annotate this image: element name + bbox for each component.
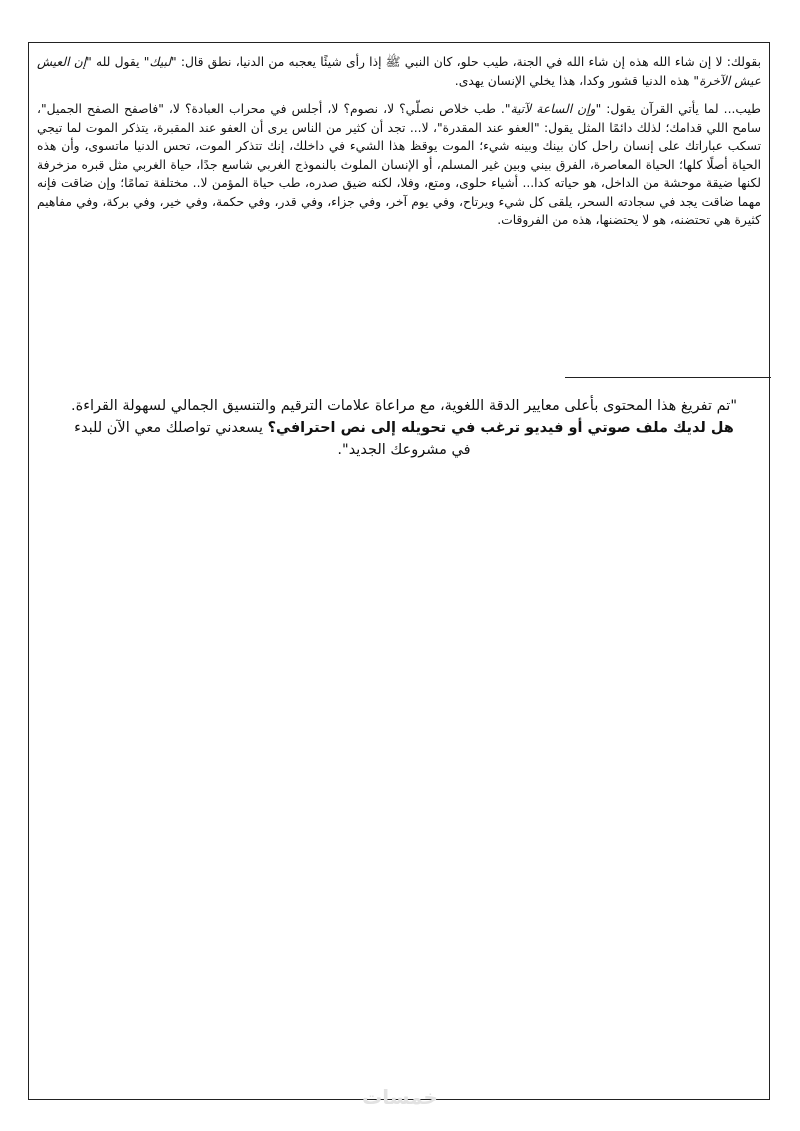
separator-line [565, 377, 771, 378]
text: بقولك: لا إن شاء الله هذه إن شاء الله في الجنة، طيب حلو، كان النبي ﷺ إذا رأى شيئًا يعجبه من الدنيا، نطق قال: " [170, 55, 761, 69]
paragraph-1 [37, 53, 761, 90]
text: " هذه الدنيا قشور وكدا، هذا يخلي الإنسان يهدى. [454, 73, 700, 88]
italic-text: إن العيش عيش الآخرة [37, 55, 761, 88]
transcript-body [37, 53, 761, 230]
watermark-logo: خمسات [362, 1085, 438, 1109]
italic-text: لبيك [149, 55, 171, 69]
text: يسعدني تواصلك معي الآن للبدء في مشروعك الجديد". [74, 420, 471, 458]
document-page [28, 42, 770, 1100]
italic-text: وإن الساعة لآتية [510, 102, 596, 116]
text: ". طب خلاص نصلّي؟ لا، نصوم؟ لا، أجلس في محراب العبادة؟ لا، "فاصفح الصفح الجميل"، سامح اللي قدامك؛ لذلك دائمًا المثل يقول: "العفو عند المقدرة"، لا... تجد أن كثير من الناس يرى أن العفو عند المقبرة، يتذكر الموت لما تيجي تسكب عباراتك على إنسان راحل كان بينك وبينه شيء؛ الموت يوقظ هذا الشيء في داخلك، إنك تتذكر الموت، تحس الدنيا ماتسوى، وأن هذه الحياة أصلًا كلها؛ الحياة المعاصرة، الفرق بيني وبين غير المسلم، أو الإنسان الملوث بالنموذج الغربي شاسع جدًا، حياة الغربي مثل قبره مزخرفة لكنها ضيقة موحشة من الداخل، هو حياته كدا... أشياء حلوى، ومتع، وفلا، لكنه ضيق صدره، طب حياة المؤمن لا.. مختلفة تمامًا؛ وإن ضاقت فإنه مهما ضاقت يجد في سجادته السحر، يلقى كل شيء ويرتاح، وفي يوم آخر، وفي جزاء، وفي قدر، وفي حكمة، وفي خير، وفي بركة، وفي مفاهيم كثيرة هي تحتضنه، هو لا يحتضنها، هذه من الفروقات. [37, 102, 761, 227]
bold-text: هل لديك ملف صوتي أو فيديو ترغب في تحويله إلى نص احترافي؟ [267, 420, 734, 436]
text: " يقول لله " [86, 55, 150, 69]
paragraph-2 [37, 100, 761, 230]
text: طيب... لما يأتي القرآن يقول: " [595, 102, 761, 116]
text: "تم تفريغ هذا المحتوى بأعلى معايير الدقة اللغوية، مع مراعاة علامات الترقيم والتنسيق الجمالي لسهولة القراءة. [70, 398, 737, 414]
closing-note [69, 395, 739, 461]
